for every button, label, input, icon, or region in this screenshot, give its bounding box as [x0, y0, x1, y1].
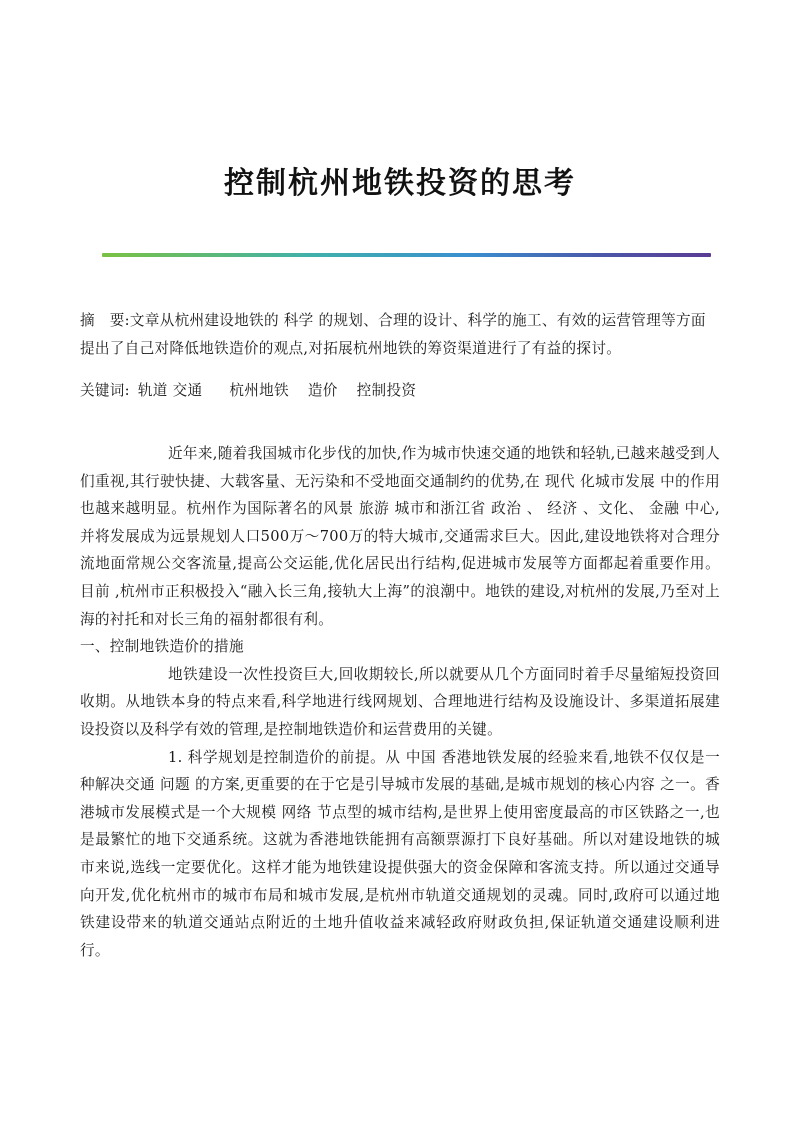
body-text — [80, 440, 720, 964]
title-divider — [102, 253, 711, 257]
keywords — [80, 377, 720, 405]
keyword-item: 轨道 交通 — [137, 382, 203, 399]
keyword-item: 杭州地铁 — [229, 382, 289, 399]
paragraph: 地铁建设一次性投资巨大,回收期较长,所以就要从几个方面同时着手尽量缩短投资回收期。从地铁本身的特点来看,科学地进行线网规划、合理地进行结构及设施设计、多渠道拓展建设投资以及科学有效的管理,是控制地铁造价和运营费用的关键。 — [80, 665, 720, 738]
section-heading: 一、控制地铁造价的措施 — [80, 638, 244, 656]
abstract-label: 摘 要: — [80, 312, 130, 329]
abstract-text: 文章从杭州建设地铁的 科学 的规划、合理的设计、科学的施工、有效的运营管理等方面提出了自己对降低地铁造价的观点,对拓展杭州地铁的筹资渠道进行了有益的探讨。 — [80, 312, 706, 357]
page-title: 控制杭州地铁投资的思考 — [224, 166, 576, 201]
keyword-item: 控制投资 — [356, 382, 417, 399]
keywords-label: 关键词: — [80, 382, 130, 399]
abstract — [80, 307, 720, 362]
paragraph: 1. 科学规划是控制造价的前提。从 中国 香港地铁发展的经验来看,地铁不仅仅是一种解决交通 问题 的方案,更重要的在于它是引导城市发展的基础,是城市规划的核心内容 之一。香港城市发展模式是一个大规模 网络 节点型的城市结构,是世界上使用密度最高的市区铁路之一,也是最繁忙的地下交通系统。这就为香港地铁能拥有高额票源打下良好基础。所以对建设地铁的城市来说,选线一定要优化。这样才能为地铁建设提供强大的资金保障和客流支持。所以通过交通导向开发,优化杭州市的城市布局和城市发展,是杭州市轨道交通规划的灵魂。同时,政府可以通过地铁建设带来的轨道交通站点附近的土地升值收益来减轻政府财政负担,保证轨道交通建设顺利进行。 — [80, 748, 720, 959]
paragraph: 近年来,随着我国城市化步伐的加快,作为城市快速交通的地铁和轻轨,已越来越受到人们重视,其行驶快捷、大载客量、无污染和不受地面交通制约的优势,在 现代 化城市发展 中的作用也越来越明显。杭州作为国际著名的风景 旅游 城市和浙江省 政治 、 经济 、文化、 金融 中心,并将发展成为远景规划人口500万～700万的特大城市,交通需求巨大。因此,建设地铁将对合理分流地面常规公交客流量,提高公交运能,优化居民出行结构,促进城市发展等方面都起着重要作用。 目前 ,杭州市正积极投入“融入长三角,接轨大上海”的浪潮中。地铁的建设,对杭州的发展,乃至对上海的衬托和对长三角的福射都很有利。 — [80, 445, 720, 628]
keyword-item: 造价 — [307, 382, 338, 399]
